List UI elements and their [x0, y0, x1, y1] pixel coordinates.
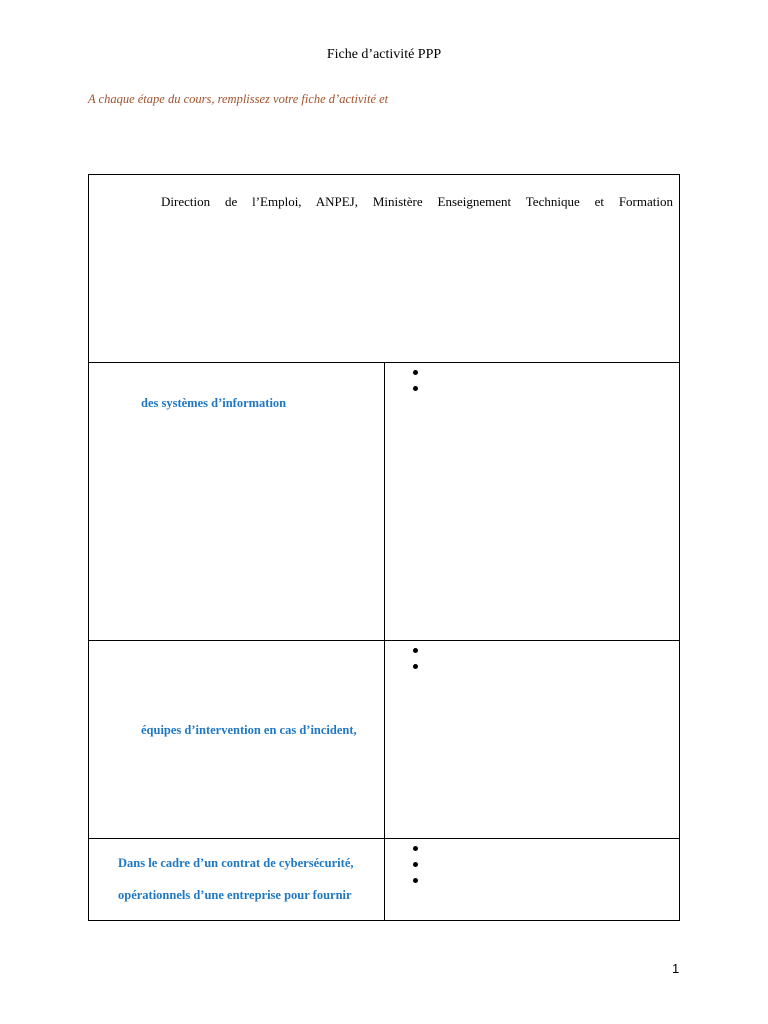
activity-table — [88, 174, 680, 921]
bullet-point — [413, 370, 418, 375]
table-header-cell — [89, 175, 679, 363]
bullet-point — [413, 648, 418, 653]
row-label-text: opérationnels d’une entreprise pour fournir — [118, 888, 352, 902]
row-label-cell — [89, 641, 385, 838]
bullet-point — [413, 862, 418, 867]
row-bullet-cell — [385, 641, 679, 838]
bullet-point — [413, 664, 418, 669]
row-bullet-cell — [385, 363, 679, 640]
table-row — [89, 839, 679, 920]
table-row — [89, 363, 679, 641]
row-label-cell — [89, 839, 385, 920]
row-label-text: équipes d’intervention en cas d’incident, — [141, 723, 357, 737]
row-label-text: Dans le cadre d’un contrat de cybersécurité, — [118, 856, 354, 870]
row-bullet-cell — [385, 839, 679, 920]
bullet-point — [413, 386, 418, 391]
instruction-text: A chaque étape du cours, remplissez votre fiche d’activité et — [88, 92, 389, 106]
table-header-text: Direction de l’Emploi, ANPEJ, Ministère Enseignement Technique et Formation — [161, 194, 673, 209]
document-title: Fiche d’activité PPP — [326, 47, 442, 62]
bullet-point — [413, 846, 418, 851]
row-label-cell — [89, 363, 385, 640]
page-number: 1 — [672, 961, 680, 976]
bullet-point — [413, 878, 418, 883]
table-row — [89, 641, 679, 839]
row-label-text: des systèmes d’information — [141, 396, 287, 410]
